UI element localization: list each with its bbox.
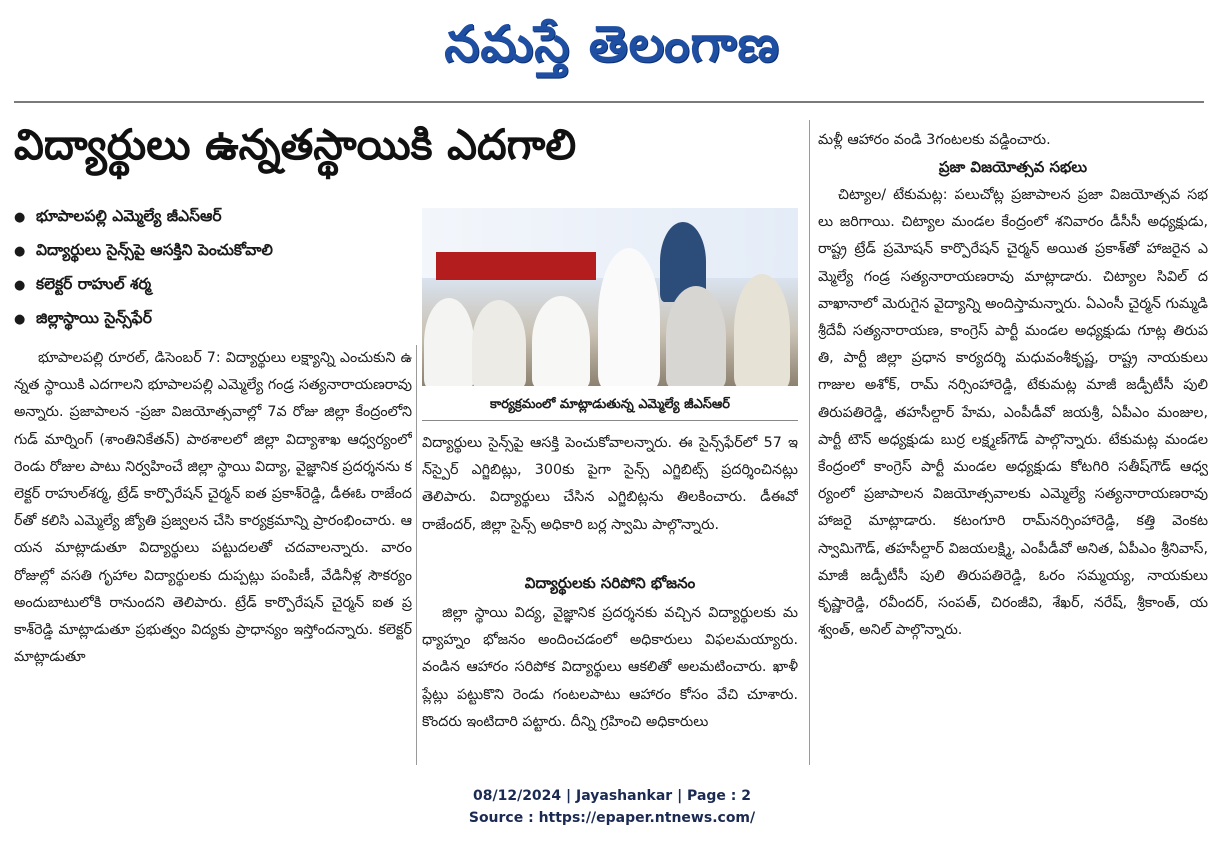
masthead (0, 0, 1224, 100)
article-headline: విద్యార్థులు ఉన్నతస్థాయికి ఎదగాలి (14, 120, 577, 169)
column-divider (809, 120, 810, 765)
article-body-column-3: చిట్యాల/ టేకుమట్ల: పలుచోట్ల ప్రజాపాలన ప్రజా విజయోత్సవ సభలు జరిగాయి. చిట్యాల మండల కేంద్రంలో శనివారం డీసీసీ అధ్యక్షుడు, రాష్ట్ర ట్రేడ్ ప్రమోషన్ కార్పొరేషన్ చైర్మన్ అయిత ప్రకాశ్‌తో హాజరైన ఎమ్మెల్యే గండ్ర సత్యనారాయణరావు మాట్లాడారు. చిట్యాల సివిల్ దవాఖానాలో మెరుగైన వైద్యాన్ని అందిస్తామన్నారు. ఏఎంసీ చైర్మన్ గుమ్మడి శ్రీదేవీ సత్యనారాయణ, కాంగ్రెస్ పార్టీ మండల అధ్యక్షుడు గూట్ల తిరుపతి, పార్టీ జిల్లా ప్రధాన కార్యదర్శి మధువంశీకృష్ణ, రాష్ట్ర నాయకులు గాజుల అశోక్, రామ్ నర్సింహారెడ్డి, టేకుమట్ల మాజీ జడ్పీటీసీ పులి తిరుపతిరెడ్డి, తహసీల్దార్ హేమ, ఎంపీడీవో జయశ్రీ, ఏపీఎం మంజుల, పార్టీ టౌన్ అధ్యక్షుడు బుర్ర లక్ష్మణ్‌గౌడ్ పాల్గొన్నారు. టేకుమట్ల మండల కేంద్రంలో కాంగ్రెస్ పార్టీ మండల అధ్యక్షుడు కోటగిరి సతీష్‌గౌడ్ ఆధ్వర్యంలో ప్రజాపాలన విజయోత్సవాలకు ఎమ్మెల్యే సత్యనారాయణరావు హాజరై మాట్లాడారు. కటంగూరి రామ్‌నర్సింహారెడ్డి, కత్తి వెంకటస్వామిగౌడ్, తహసీల్దార్ విజయలక్ష్మి, ఎంపీడీవో అనిత, ఏపీఎం శ్రీనివాస్, మాజీ జడ్పీటీసీ పులి తిరుపతిరెడ్డి, ఓరం సమ్మయ్య, నాయకులు కృష్ణారెడ్డి, రవీందర్, సంపత్, చిరంజీవి, శేఖర్, నరేష్, శ్రీకాంత్, యశ్వంత్, అనిల్ పాల్గొన్నారు. (818, 187, 1208, 639)
photo-person (424, 298, 474, 386)
footer-source-link[interactable]: Source : https://epaper.ntnews.com/ (468, 810, 756, 826)
column-divider (416, 345, 417, 765)
article-subheading: విద్యార్థులకు సరిపోని భోజనం (524, 574, 696, 592)
photo-person (598, 248, 660, 386)
article-body-column-2: జిల్లా స్థాయి విద్య, వైజ్ఞానిక ప్రదర్శనకు వచ్చిన విద్యార్థులకు మధ్యాహ్నం భోజనం అందించడంలో అధికారులు విఫలమయ్యారు. వండిన ఆహారం సరిపోక విద్యార్థులు ఆకలితో అలమటించారు. ఖాళీ ప్లేట్లు పట్టుకొని రెండు గంటలపాటు ఆహారం కోసం వేచి చూశారు. కొందరు ఇంటిదారి పట్టారు. దీన్ని గ్రహించి అధికారులు (422, 605, 798, 730)
headline-bullet-list (14, 200, 414, 336)
bullet-item: ● కలెక్టర్ రాహుల్ శర్మ (14, 268, 414, 302)
newspaper-logo: నమస్తే తెలంగాణ (444, 15, 780, 73)
article-body-column-1: భూపాలపల్లి రూరల్, డిసెంబర్ 7: విద్యార్థులు లక్ష్యాన్ని ఎంచుకుని ఉన్నత స్థాయికి ఎదగాలని భూపాలపల్లి ఎమ్మెల్యే గండ్ర సత్యనారాయణరావు అన్నారు. ప్రజాపాలన -ప్రజా విజయోత్సవాల్లో 7వ రోజు జిల్లా కేంద్రంలోని గుడ్ మార్నింగ్ (శాంతినికేతన్) పాఠశాలలో జిల్లా విద్యాశాఖ ఆధ్వర్యంలో రెండు రోజుల పాటు నిర్వహించే జిల్లా స్థాయి విద్యా, వైజ్ఞానిక ప్రదర్శనను కలెక్టర్ రాహుల్‌శర్మ, ట్రేడ్ కార్పొరేషన్ చైర్మన్ ఐత ప్రకాశ్‌రెడ్డి, డీఈఓ రాజేందర్‌తో కలిసి ఎమ్మెల్యే జ్యోతి ప్రజ్వలన చేసి కార్యక్రమాన్ని ప్రారంభించారు. ఆయన మాట్లాడుతూ విద్యార్థులు పట్టుదలతో చదవాలన్నారు. వారం రోజుల్లో వసతి గృహాల విద్యార్థులకు దుప్పట్లు పంపిణీ, వేడినీళ్ల సౌకర్యం అందుబాటులోకి రానుందని తెలిపారు. ట్రేడ్ కార్పొరేషన్ చైర్మన్ ఐత ప్రకాశ్‌రెడ్డి మాట్లాడుతూ ప్రభుత్వం విద్యకు ప్రాధాన్యం ఇస్తోందన్నారు. కలెక్టర్ మాట్లాడుతూ (14, 350, 412, 666)
photo-person (532, 296, 590, 386)
masthead-divider (14, 101, 1204, 103)
article-subheading: ప్రజా విజయోత్సవ సభలు (938, 158, 1088, 176)
bullet-item: ● భూపాలపల్లి ఎమ్మెల్యే జీఎస్ఆర్ (14, 200, 414, 234)
event-photo (422, 208, 798, 386)
photo-person (666, 286, 726, 386)
photo-red-banner (436, 252, 596, 280)
bullet-item: ● విద్యార్థులు సైన్స్‌పై ఆసక్తిని పెంచుకోవాలి (14, 234, 414, 268)
bullet-item: ● జిల్లాస్థాయి సైన్స్‌ఫేర్ (14, 302, 414, 336)
photo-person (734, 274, 790, 386)
article-body-continuation: విద్యార్థులు సైన్స్‌పై ఆసక్తి పెంచుకోవాలన్నారు. ఈ సైన్స్‌ఫేర్‌లో 57 ఇన్‌స్పైర్ ఎగ్జిబిట్లు, 300కు పైగా సైన్స్ ఎగ్జిబిట్స్ ప్రదర్శించినట్లు తెలిపారు. విద్యార్థులు చేసిన ఎగ్జిబిట్లను తిలకించారు. డీఈవో రాజేందర్, జిల్లా సైన్స్ అధికారి బర్ల స్వామి పాల్గొన్నారు. (422, 435, 798, 533)
page-footer (0, 785, 1224, 829)
article-body-continuation: మళ్లీ ఆహారం వండి 3గంటలకు వడ్డించారు. (818, 132, 1051, 148)
footer-date-edition: 08/12/2024 | Jayashankar | Page : 2 (473, 788, 751, 804)
photo-caption: కార్యక్రమంలో మాట్లాడుతున్న ఎమ్మెల్యే జీఎస్ఆర్ (422, 390, 798, 421)
photo-person (472, 300, 526, 386)
